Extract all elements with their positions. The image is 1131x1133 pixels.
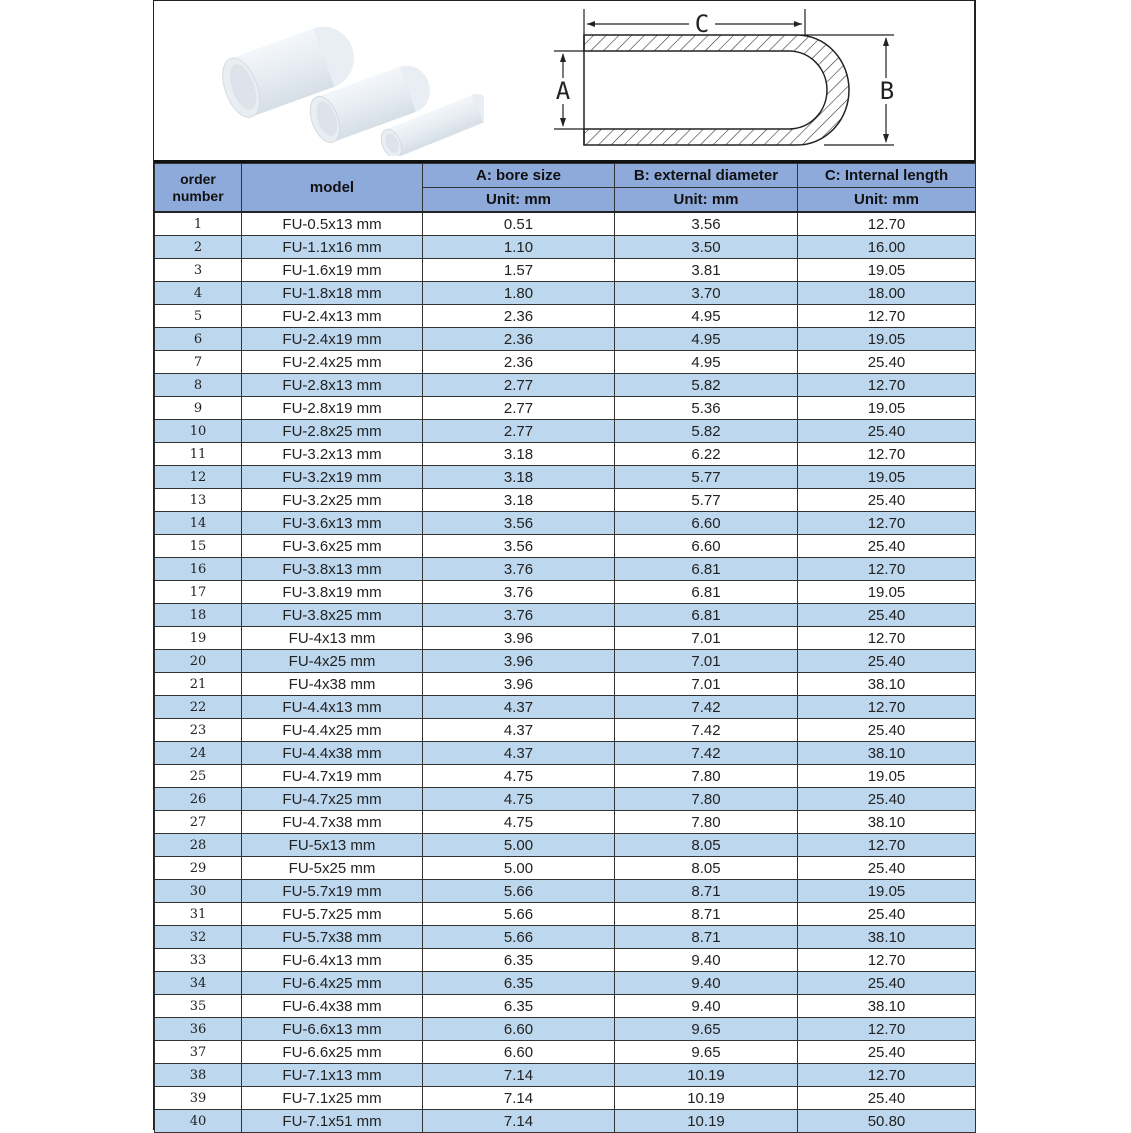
external-diameter-cell: 9.65 [615, 1018, 798, 1041]
table-row [155, 857, 976, 880]
model-cell: FU-4.4x25 mm [242, 719, 423, 742]
external-diameter-cell: 3.81 [615, 259, 798, 282]
external-diameter-cell: 6.60 [615, 512, 798, 535]
external-diameter-cell: 6.81 [615, 581, 798, 604]
table-row [155, 1110, 976, 1133]
model-cell: FU-2.4x13 mm [242, 305, 423, 328]
bore-size-cell: 3.18 [423, 466, 615, 489]
model-cell: FU-0.5x13 mm [242, 212, 423, 236]
model-cell: FU-7.1x51 mm [242, 1110, 423, 1133]
internal-length-cell: 38.10 [798, 811, 976, 834]
product-photo [214, 11, 484, 156]
order-number-cell: 21 [155, 673, 242, 696]
internal-length-cell: 25.40 [798, 489, 976, 512]
internal-length-cell: 25.40 [798, 788, 976, 811]
bore-size-cell: 5.00 [423, 857, 615, 880]
table-body [155, 212, 976, 1133]
model-cell: FU-3.8x19 mm [242, 581, 423, 604]
model-cell: FU-4x13 mm [242, 627, 423, 650]
internal-length-cell: 12.70 [798, 696, 976, 719]
internal-length-cell: 25.40 [798, 420, 976, 443]
table-row [155, 903, 976, 926]
internal-length-cell: 38.10 [798, 995, 976, 1018]
order-number-cell: 18 [155, 604, 242, 627]
order-number-cell: 38 [155, 1064, 242, 1087]
internal-length-cell: 12.70 [798, 834, 976, 857]
model-cell: FU-4.4x38 mm [242, 742, 423, 765]
table-row [155, 880, 976, 903]
order-number-cell: 31 [155, 903, 242, 926]
model-cell: FU-6.4x25 mm [242, 972, 423, 995]
product-image-area [154, 0, 974, 163]
external-diameter-cell: 4.95 [615, 328, 798, 351]
order-number-cell: 9 [155, 397, 242, 420]
external-diameter-cell: 10.19 [615, 1064, 798, 1087]
model-cell: FU-6.4x13 mm [242, 949, 423, 972]
bore-size-cell: 7.14 [423, 1110, 615, 1133]
external-diameter-cell: 7.01 [615, 673, 798, 696]
internal-length-cell: 19.05 [798, 328, 976, 351]
external-diameter-cell: 8.05 [615, 834, 798, 857]
table-row [155, 1087, 976, 1110]
bore-size-cell: 2.36 [423, 351, 615, 374]
bore-size-cell: 3.56 [423, 512, 615, 535]
unit-label-b: Unit: mm [615, 188, 798, 213]
order-number-cell: 15 [155, 535, 242, 558]
table-row [155, 512, 976, 535]
order-number-cell: 30 [155, 880, 242, 903]
model-cell: FU-3.2x13 mm [242, 443, 423, 466]
internal-length-cell: 19.05 [798, 259, 976, 282]
external-diameter-cell: 10.19 [615, 1110, 798, 1133]
bore-size-cell: 1.10 [423, 236, 615, 259]
table-row [155, 926, 976, 949]
internal-length-cell: 50.80 [798, 1110, 976, 1133]
bore-size-cell: 7.14 [423, 1064, 615, 1087]
external-diameter-cell: 7.01 [615, 650, 798, 673]
internal-length-cell: 25.40 [798, 1087, 976, 1110]
external-diameter-cell: 6.81 [615, 604, 798, 627]
external-diameter-cell: 3.70 [615, 282, 798, 305]
table-row [155, 627, 976, 650]
external-diameter-cell: 8.71 [615, 903, 798, 926]
model-cell: FU-2.8x13 mm [242, 374, 423, 397]
external-diameter-cell: 4.95 [615, 351, 798, 374]
model-cell: FU-3.8x25 mm [242, 604, 423, 627]
order-number-cell: 11 [155, 443, 242, 466]
table-row [155, 1064, 976, 1087]
model-cell: FU-7.1x25 mm [242, 1087, 423, 1110]
order-number-cell: 25 [155, 765, 242, 788]
order-number-cell: 7 [155, 351, 242, 374]
bore-size-cell: 5.66 [423, 926, 615, 949]
table-row [155, 1018, 976, 1041]
order-number-cell: 28 [155, 834, 242, 857]
external-diameter-cell: 9.40 [615, 949, 798, 972]
bore-size-cell: 6.35 [423, 972, 615, 995]
bore-size-cell: 2.77 [423, 374, 615, 397]
bore-size-cell: 5.66 [423, 903, 615, 926]
internal-length-cell: 25.40 [798, 903, 976, 926]
model-cell: FU-5x13 mm [242, 834, 423, 857]
internal-length-cell: 19.05 [798, 581, 976, 604]
order-number-cell: 3 [155, 259, 242, 282]
bore-size-cell: 3.76 [423, 604, 615, 627]
bore-size-cell: 2.36 [423, 305, 615, 328]
table-row [155, 328, 976, 351]
model-cell: FU-3.8x13 mm [242, 558, 423, 581]
spec-sheet [153, 0, 976, 1130]
order-number-cell: 29 [155, 857, 242, 880]
model-cell: FU-2.4x19 mm [242, 328, 423, 351]
external-diameter-cell: 6.81 [615, 558, 798, 581]
bore-size-cell: 1.57 [423, 259, 615, 282]
internal-length-cell: 12.70 [798, 558, 976, 581]
internal-length-cell: 16.00 [798, 236, 976, 259]
bore-size-cell: 2.36 [423, 328, 615, 351]
model-cell: FU-4.7x19 mm [242, 765, 423, 788]
header-row [155, 164, 976, 188]
bore-size-cell: 7.14 [423, 1087, 615, 1110]
external-diameter-cell: 5.36 [615, 397, 798, 420]
table-row [155, 351, 976, 374]
internal-length-cell: 12.70 [798, 949, 976, 972]
table-row [155, 581, 976, 604]
order-number-cell: 19 [155, 627, 242, 650]
order-number-cell: 20 [155, 650, 242, 673]
order-number-cell: 37 [155, 1041, 242, 1064]
external-diameter-cell: 5.77 [615, 466, 798, 489]
model-cell: FU-1.6x19 mm [242, 259, 423, 282]
model-cell: FU-4x25 mm [242, 650, 423, 673]
column-header-bore-size: A: bore size [423, 164, 615, 188]
external-diameter-cell: 9.40 [615, 995, 798, 1018]
internal-length-cell: 38.10 [798, 742, 976, 765]
model-cell: FU-3.2x19 mm [242, 466, 423, 489]
external-diameter-cell: 6.22 [615, 443, 798, 466]
table-row [155, 1041, 976, 1064]
order-number-cell: 24 [155, 742, 242, 765]
internal-length-cell: 12.70 [798, 305, 976, 328]
bore-size-cell: 2.77 [423, 420, 615, 443]
bore-size-cell: 3.96 [423, 650, 615, 673]
dimension-label-a: A [555, 77, 571, 105]
column-header-external-diameter: B: external diameter [615, 164, 798, 188]
table-row [155, 949, 976, 972]
internal-length-cell: 19.05 [798, 466, 976, 489]
table-row [155, 374, 976, 397]
model-cell: FU-4.7x25 mm [242, 788, 423, 811]
model-cell: FU-4.7x38 mm [242, 811, 423, 834]
order-number-cell: 4 [155, 282, 242, 305]
external-diameter-cell: 5.77 [615, 489, 798, 512]
order-number-cell: 36 [155, 1018, 242, 1041]
internal-length-cell: 12.70 [798, 443, 976, 466]
external-diameter-cell: 7.80 [615, 765, 798, 788]
dimension-label-b: B [879, 77, 895, 105]
table-row [155, 282, 976, 305]
order-number-cell: 26 [155, 788, 242, 811]
external-diameter-cell: 10.19 [615, 1087, 798, 1110]
model-cell: FU-7.1x13 mm [242, 1064, 423, 1087]
table-row [155, 811, 976, 834]
table-row [155, 443, 976, 466]
order-number-cell: 2 [155, 236, 242, 259]
external-diameter-cell: 7.42 [615, 696, 798, 719]
bore-size-cell: 4.37 [423, 696, 615, 719]
model-cell: FU-3.2x25 mm [242, 489, 423, 512]
bore-size-cell: 3.18 [423, 489, 615, 512]
external-diameter-cell: 7.42 [615, 719, 798, 742]
internal-length-cell: 38.10 [798, 673, 976, 696]
table-row [155, 972, 976, 995]
internal-length-cell: 25.40 [798, 351, 976, 374]
bore-size-cell: 3.96 [423, 627, 615, 650]
internal-length-cell: 25.40 [798, 972, 976, 995]
order-number-cell: 40 [155, 1110, 242, 1133]
table-row [155, 236, 976, 259]
model-cell: FU-6.4x38 mm [242, 995, 423, 1018]
order-number-cell: 32 [155, 926, 242, 949]
model-cell: FU-2.8x25 mm [242, 420, 423, 443]
table-row [155, 696, 976, 719]
model-cell: FU-5.7x25 mm [242, 903, 423, 926]
bore-size-cell: 5.66 [423, 880, 615, 903]
model-cell: FU-6.6x13 mm [242, 1018, 423, 1041]
model-cell: FU-1.1x16 mm [242, 236, 423, 259]
model-cell: FU-5.7x38 mm [242, 926, 423, 949]
table-row [155, 673, 976, 696]
internal-length-cell: 25.40 [798, 535, 976, 558]
external-diameter-cell: 5.82 [615, 374, 798, 397]
internal-length-cell: 12.70 [798, 627, 976, 650]
bore-size-cell: 5.00 [423, 834, 615, 857]
table-row [155, 604, 976, 627]
table-row [155, 742, 976, 765]
internal-length-cell: 12.70 [798, 374, 976, 397]
model-cell: FU-1.8x18 mm [242, 282, 423, 305]
table-row [155, 259, 976, 282]
column-header-internal-length: C: Internal length [798, 164, 976, 188]
internal-length-cell: 12.70 [798, 1018, 976, 1041]
table-row [155, 489, 976, 512]
order-number-cell: 22 [155, 696, 242, 719]
unit-label-a: Unit: mm [423, 188, 615, 213]
cross-section-diagram [549, 3, 919, 159]
external-diameter-cell: 9.65 [615, 1041, 798, 1064]
bore-size-cell: 3.76 [423, 558, 615, 581]
external-diameter-cell: 7.01 [615, 627, 798, 650]
table-row [155, 834, 976, 857]
bore-size-cell: 3.56 [423, 535, 615, 558]
bore-size-cell: 6.60 [423, 1041, 615, 1064]
internal-length-cell: 18.00 [798, 282, 976, 305]
external-diameter-cell: 3.50 [615, 236, 798, 259]
order-number-cell: 23 [155, 719, 242, 742]
internal-length-cell: 12.70 [798, 212, 976, 236]
table-row [155, 420, 976, 443]
internal-length-cell: 19.05 [798, 397, 976, 420]
table-row [155, 305, 976, 328]
bore-size-cell: 4.75 [423, 788, 615, 811]
order-number-cell: 17 [155, 581, 242, 604]
table-row [155, 719, 976, 742]
internal-length-cell: 12.70 [798, 512, 976, 535]
bore-size-cell: 6.60 [423, 1018, 615, 1041]
order-number-cell: 33 [155, 949, 242, 972]
bore-size-cell: 0.51 [423, 212, 615, 236]
order-number-cell: 14 [155, 512, 242, 535]
external-diameter-cell: 8.71 [615, 880, 798, 903]
model-cell: FU-3.6x25 mm [242, 535, 423, 558]
bore-size-cell: 3.76 [423, 581, 615, 604]
table-row [155, 995, 976, 1018]
order-number-cell: 12 [155, 466, 242, 489]
order-number-cell: 34 [155, 972, 242, 995]
order-number-cell: 8 [155, 374, 242, 397]
internal-length-cell: 38.10 [798, 926, 976, 949]
spec-table [154, 163, 976, 1133]
table-row [155, 397, 976, 420]
bore-size-cell: 1.80 [423, 282, 615, 305]
internal-length-cell: 25.40 [798, 604, 976, 627]
internal-length-cell: 25.40 [798, 650, 976, 673]
bore-size-cell: 4.37 [423, 742, 615, 765]
internal-length-cell: 19.05 [798, 880, 976, 903]
external-diameter-cell: 6.60 [615, 535, 798, 558]
column-header-model: model [242, 164, 423, 213]
bore-size-cell: 4.37 [423, 719, 615, 742]
bore-size-cell: 6.35 [423, 949, 615, 972]
internal-length-cell: 25.40 [798, 857, 976, 880]
bore-size-cell: 6.35 [423, 995, 615, 1018]
unit-label-c: Unit: mm [798, 188, 976, 213]
model-cell: FU-6.6x25 mm [242, 1041, 423, 1064]
internal-length-cell: 12.70 [798, 1064, 976, 1087]
model-cell: FU-4x38 mm [242, 673, 423, 696]
external-diameter-cell: 3.56 [615, 212, 798, 236]
dimension-label-c: C [694, 10, 710, 38]
column-header-order-number: order number [155, 164, 242, 213]
order-number-cell: 5 [155, 305, 242, 328]
bore-size-cell: 4.75 [423, 811, 615, 834]
external-diameter-cell: 8.05 [615, 857, 798, 880]
external-diameter-cell: 4.95 [615, 305, 798, 328]
model-cell: FU-5.7x19 mm [242, 880, 423, 903]
order-number-cell: 10 [155, 420, 242, 443]
order-number-cell: 13 [155, 489, 242, 512]
external-diameter-cell: 7.42 [615, 742, 798, 765]
bore-size-cell: 2.77 [423, 397, 615, 420]
table-row [155, 535, 976, 558]
table-row [155, 466, 976, 489]
model-cell: FU-2.4x25 mm [242, 351, 423, 374]
model-cell: FU-4.4x13 mm [242, 696, 423, 719]
order-number-cell: 35 [155, 995, 242, 1018]
bore-size-cell: 3.18 [423, 443, 615, 466]
table-row [155, 765, 976, 788]
order-number-cell: 1 [155, 212, 242, 236]
external-diameter-cell: 7.80 [615, 811, 798, 834]
order-number-cell: 27 [155, 811, 242, 834]
order-number-cell: 16 [155, 558, 242, 581]
external-diameter-cell: 9.40 [615, 972, 798, 995]
internal-length-cell: 25.40 [798, 1041, 976, 1064]
table-row [155, 788, 976, 811]
table-row [155, 558, 976, 581]
model-cell: FU-2.8x19 mm [242, 397, 423, 420]
bore-size-cell: 3.96 [423, 673, 615, 696]
model-cell: FU-5x25 mm [242, 857, 423, 880]
external-diameter-cell: 7.80 [615, 788, 798, 811]
external-diameter-cell: 5.82 [615, 420, 798, 443]
table-row [155, 650, 976, 673]
internal-length-cell: 19.05 [798, 765, 976, 788]
internal-length-cell: 25.40 [798, 719, 976, 742]
order-number-cell: 39 [155, 1087, 242, 1110]
table-row [155, 212, 976, 236]
external-diameter-cell: 8.71 [615, 926, 798, 949]
model-cell: FU-3.6x13 mm [242, 512, 423, 535]
order-number-cell: 6 [155, 328, 242, 351]
bore-size-cell: 4.75 [423, 765, 615, 788]
